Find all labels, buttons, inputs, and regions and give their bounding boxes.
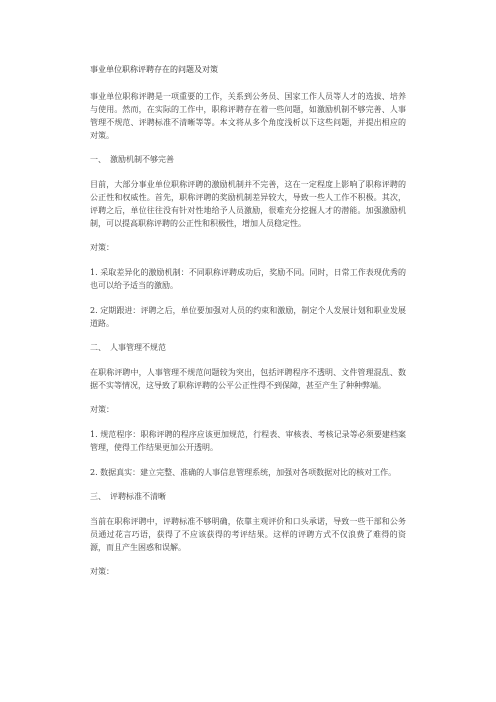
countermeasure-label-1: 对策：: [90, 243, 114, 252]
section-body-1: 目前，大部分事业单位职称评聘的激励机制并不完善，这在一定程度上影响了职称评聘的公正性和权威性。首先，职称评聘的奖励机制差异较大，导致一些人工作不积极。其次，评聘之后，单位往往没有针对性地给予人员激励，很难充分挖掘人才的潜能。加强激励机制，可以提高职称评聘的公正性和积极性，增加人员稳定性。: [90, 180, 406, 228]
section-body-3: 当前在职称评聘中，评聘标准不够明确，依靠主观评价和口头承诺，导致一些干部和公务员通过花言巧语，获得了不应该获得的考评结果。这样的评聘方式不仅浪费了难得的资源，而且产生困惑和误解。: [90, 517, 406, 552]
countermeasure-item-2-2: 2. 数据真实：建立完整、准确的人事信息管理系统，加强对各项数据对比的核对工作。: [90, 468, 397, 477]
document-page: [90, 64, 406, 590]
countermeasure-label-3: 对策：: [90, 567, 114, 576]
section-heading-1: 一、 激励机制不够完善: [90, 155, 174, 164]
countermeasure-item-1-2: 2. 定期跟进：评聘之后，单位要加强对人员的约束和激励，制定个人发展计划和职业发展道路。: [90, 306, 406, 328]
document-title: 事业单位职称评聘存在的问题及对策: [90, 65, 218, 74]
countermeasure-item-1-1: 1. 采取差异化的激励机制：不同职称评聘成功后，奖励不同。同时，日常工作表现优秀的也可以给予适当的激励。: [90, 268, 406, 290]
countermeasure-label-2: 对策：: [90, 405, 114, 414]
section-body-2: 在职称评聘中，人事管理不规范问题较为突出，包括评聘程序不透明、文件管理混乱、数据不实等情况，这导致了职称评聘的公平公正性得不到保障，甚至产生了种种弊端。: [90, 368, 406, 390]
section-heading-2: 二、 人事管理不规范: [90, 343, 166, 352]
intro-paragraph: 事业单位职称评聘是一项重要的工作，关系到公务员、国家工作人员等人才的选拔、培养与使用。然而，在实际的工作中，职称评聘存在着一些问题，如激励机制不够完善、人事管理不规范、评聘标准不清晰等等。本文将从多个角度浅析以下这些问题，并提出相应的对策。: [90, 92, 406, 140]
countermeasure-item-2-1: 1. 规范程序：职称评聘的程序应该更加规范，行程表、审核表、考核记录等必须要建档案管理，使得工作结果更加公开透明。: [90, 430, 406, 452]
section-heading-3: 三、 评聘标准不清晰: [90, 492, 166, 501]
